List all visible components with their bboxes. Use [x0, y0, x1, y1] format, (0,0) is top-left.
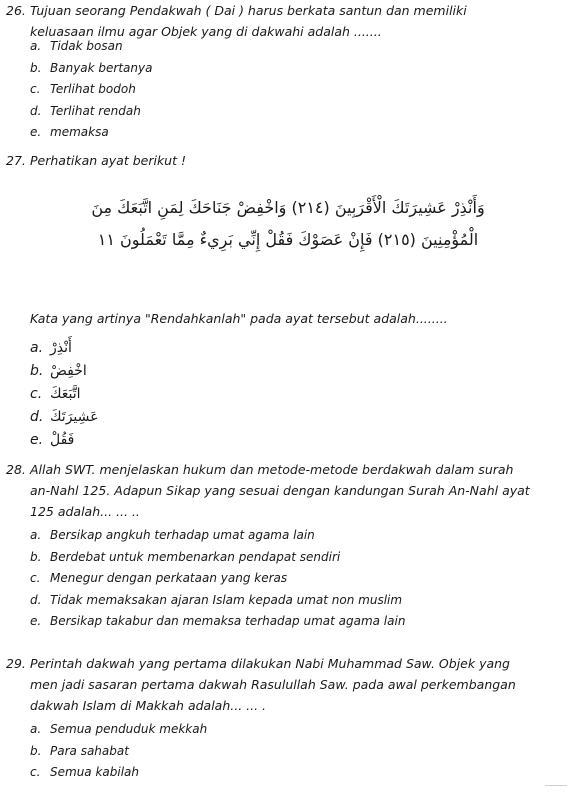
option-b[interactable]: b. Berdebat untuk membenarkan pendapat sendiri: [30, 549, 341, 564]
option-e[interactable]: e. Bersikap takabur dan memaksa terhadap umat agama lain: [30, 614, 406, 628]
option-b[interactable]: b. اخْفِضْ: [30, 363, 87, 379]
option-c[interactable]: c. Semua kabilah: [30, 765, 140, 779]
verse-line: الْمُؤْمِنِينَ (٢١٥) فَإِنْ عَصَوْكَ فَقُلْ إِنِّي بَرِيءٌ مِمَّا تَعْمَلُونَ ۱۱: [97, 230, 479, 249]
question-number: 27.: [6, 153, 26, 168]
option-a[interactable]: a. Tidak bosan: [30, 39, 123, 53]
stem-line: keluasaan ilmu agar Objek yang di dakwahi adalah .......: [30, 24, 382, 39]
verse-line: وَأَنْذِرْ عَشِيرَتَكَ الْأَقْرَبِينَ (٢١٤) وَاخْفِضْ جَنَاحَكَ لِمَنِ اتَّبَعَكَ مِنَ: [91, 198, 485, 217]
option-b[interactable]: b. Para sahabat: [30, 743, 129, 758]
stem-line: Perintah dakwah yang pertama dilakukan Nabi Muhammad Saw. Objek yang: [30, 656, 510, 671]
question-number: 28.: [6, 462, 26, 477]
option-c[interactable]: c. Terlihat bodoh: [30, 82, 136, 96]
question-stem: Kata yang artinya "Rendahkanlah" pada ayat tersebut adalah........: [30, 311, 448, 326]
quran-verse: [28, 192, 548, 256]
option-a[interactable]: a. Semua penduduk mekkah: [30, 722, 208, 736]
options-list: [30, 525, 405, 633]
question-intro: Perhatikan ayat berikut !: [30, 153, 186, 168]
option-a[interactable]: a. أَنْذِرْ: [30, 340, 72, 356]
option-c[interactable]: c. Menegur dengan perkataan yang keras: [30, 571, 288, 585]
question-stem: [30, 653, 516, 716]
stem-line: men jadi sasaran pertama dakwah Rasulullah Saw. pada awal perkembangan: [30, 677, 516, 692]
option-e[interactable]: e. memaksa: [30, 125, 109, 139]
option-a[interactable]: a. Bersikap angkuh terhadap umat agama lain: [30, 528, 315, 542]
option-b[interactable]: b. Banyak bertanya: [30, 60, 153, 75]
stem-line: Allah SWT. menjelaskan hukum dan metode-metode berdakwah dalam surah: [30, 462, 514, 477]
option-e[interactable]: e. فَقُلْ: [30, 432, 75, 448]
option-d[interactable]: d. Tidak memaksakan ajaran Islam kepada umat non muslim: [30, 592, 403, 607]
options-list: [30, 36, 152, 144]
stem-line: dakwah Islam di Makkah adalah... ... .: [30, 698, 267, 713]
page-corner-mark: [545, 785, 567, 790]
question-number: 26.: [6, 3, 26, 18]
stem-line: an-Nahl 125. Adapun Sikap yang sesuai dengan kandungan Surah An-Nahl ayat: [30, 483, 530, 498]
question-number: 29.: [6, 656, 26, 671]
options-list: [30, 719, 207, 784]
question-stem: [30, 459, 530, 522]
stem-line: Tujuan seorang Pendakwah ( Dai ) harus berkata santun dan memiliki: [30, 3, 467, 18]
stem-line: 125 adalah... ... ..: [30, 504, 140, 519]
options-list: [30, 337, 99, 452]
option-d[interactable]: d. Terlihat rendah: [30, 103, 141, 118]
option-d[interactable]: d. عَشِيرَتَكَ: [30, 409, 99, 425]
option-c[interactable]: c. اتَّبَعَكَ: [30, 386, 81, 402]
